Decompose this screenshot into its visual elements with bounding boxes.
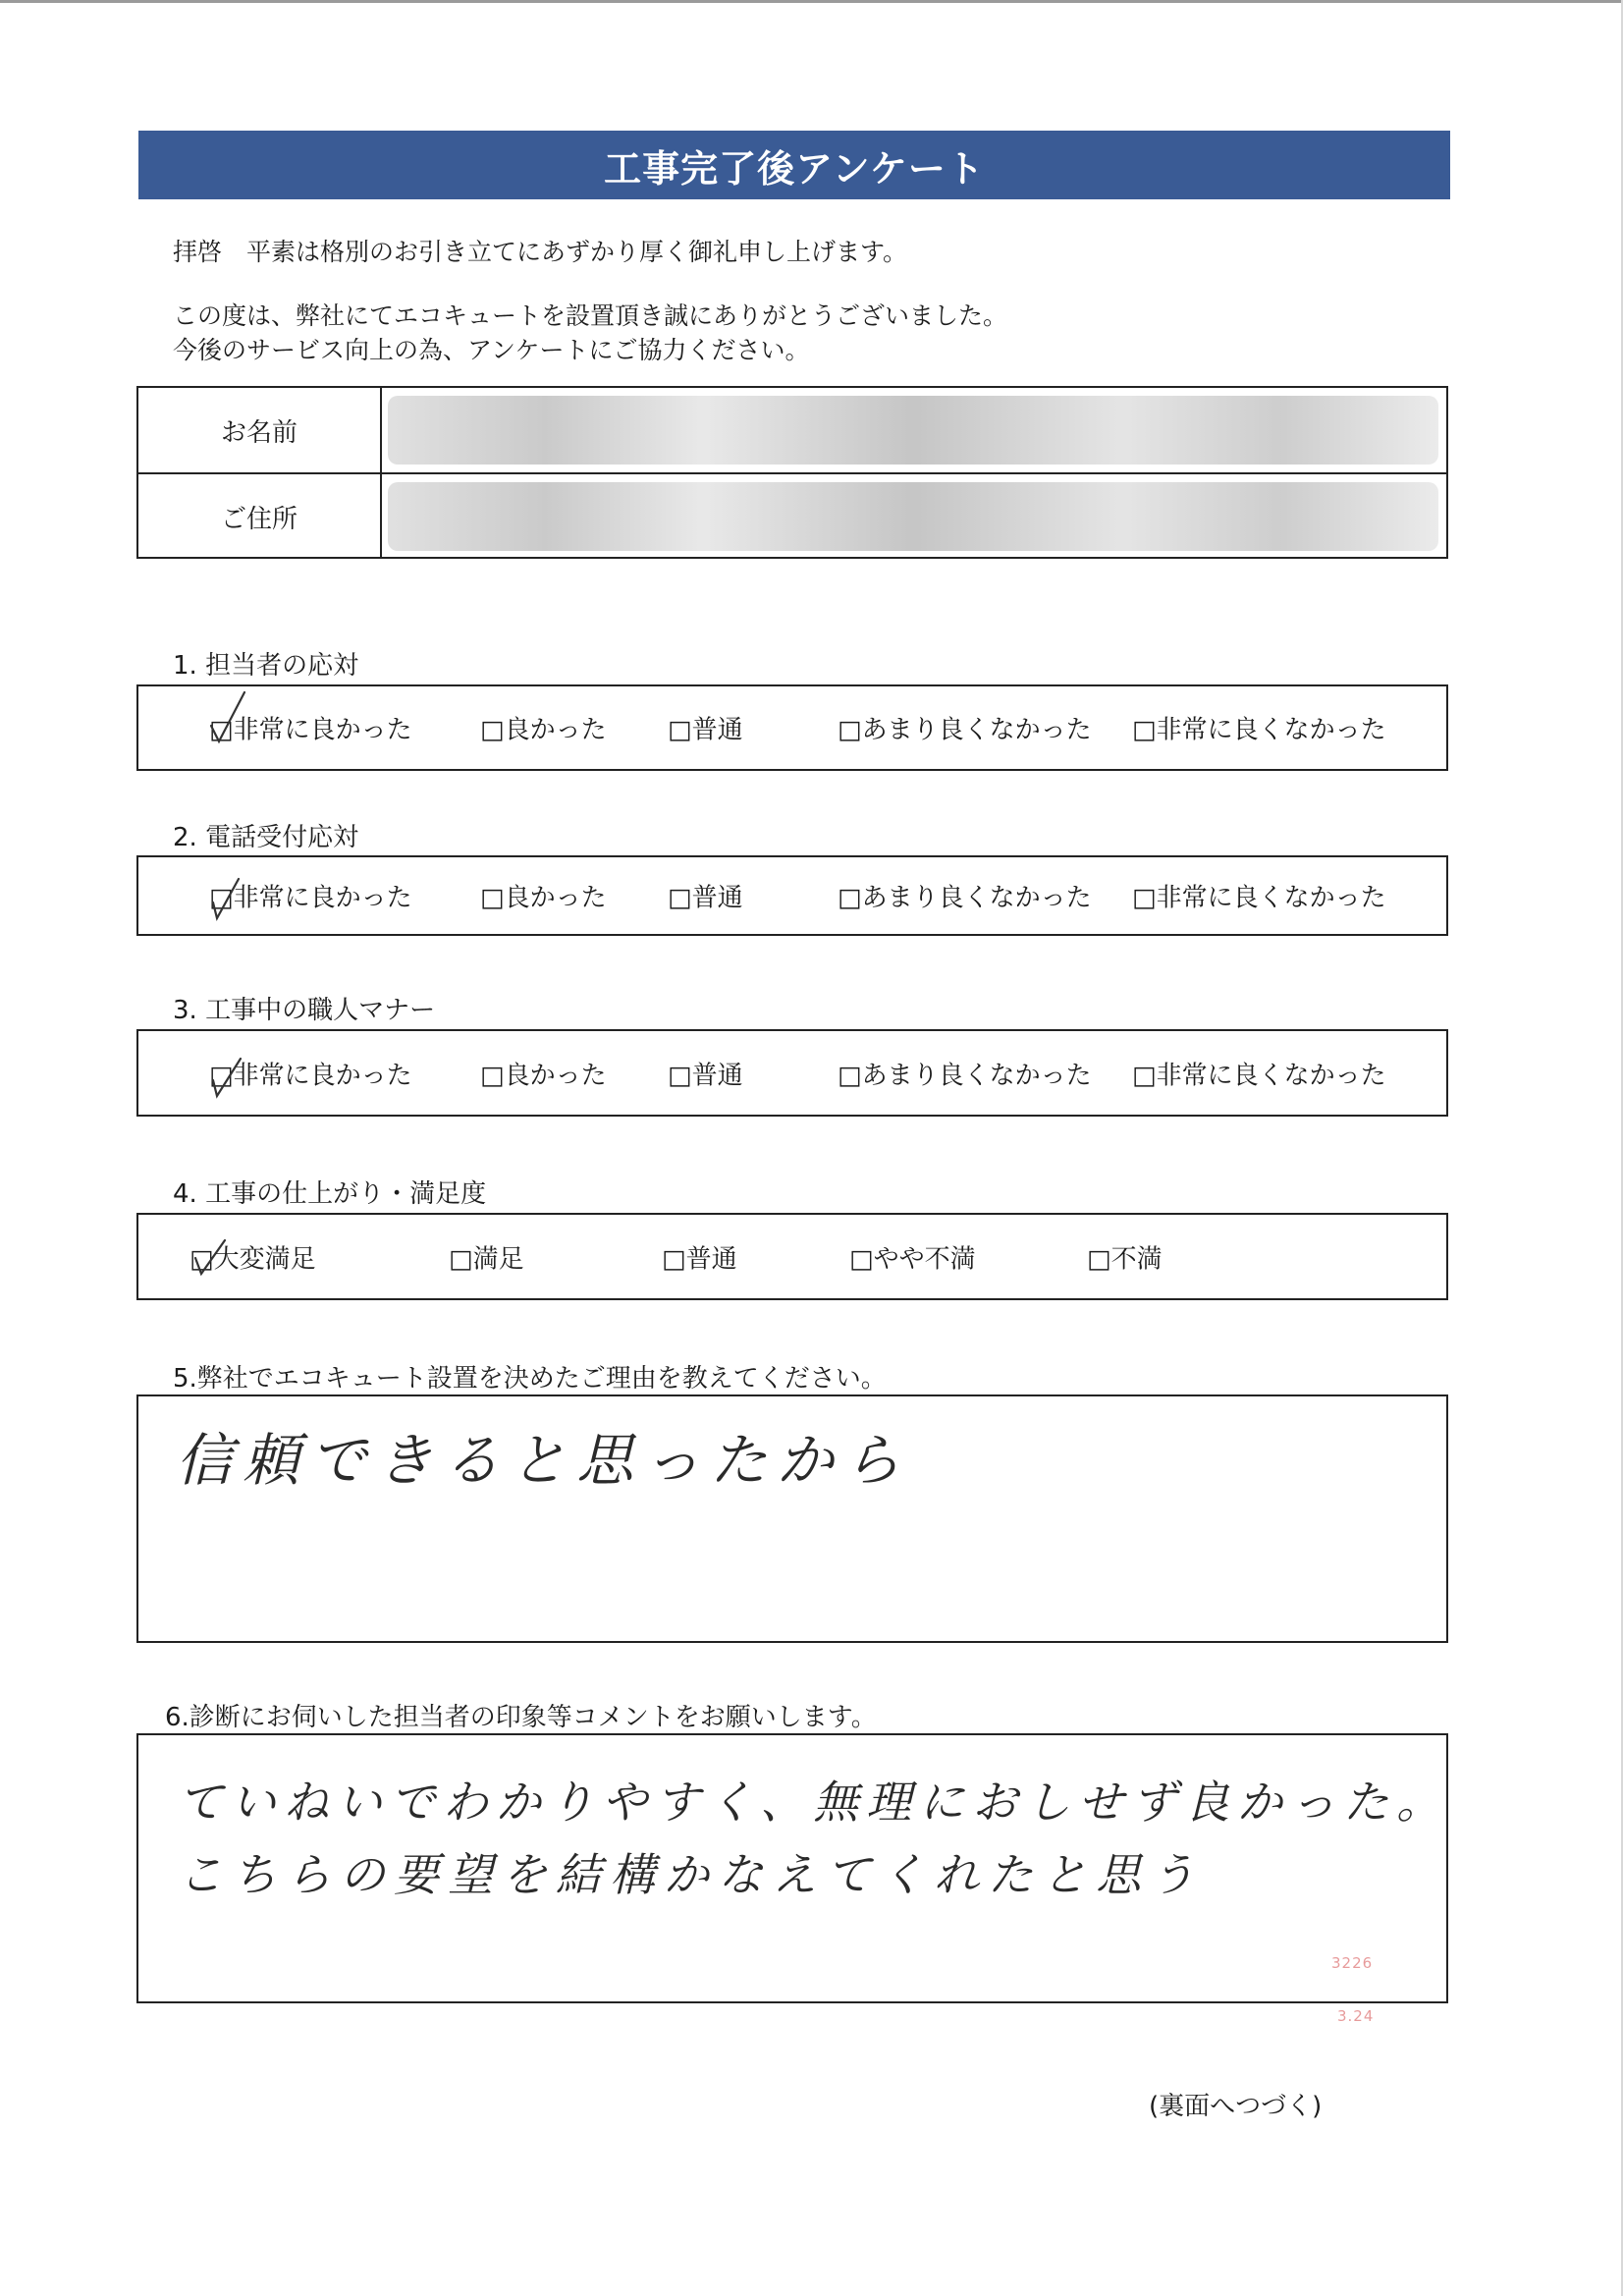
- q3-title: 3. 工事中の職人マナー: [173, 996, 436, 1025]
- q1-option-good[interactable]: □良かった: [480, 715, 607, 745]
- q1-option-normal[interactable]: □普通: [668, 715, 743, 745]
- q4-option-very-satisfied[interactable]: □大変満足: [189, 1244, 316, 1274]
- address-row: [138, 474, 1446, 559]
- q2-options: [136, 855, 1448, 936]
- q3-options: [136, 1029, 1448, 1117]
- q2-checkmark-icon: [209, 871, 252, 926]
- q3-option-not-good[interactable]: □あまり良くなかった: [838, 1061, 1092, 1090]
- received-stamp-line-1: 3226: [1331, 1954, 1374, 1972]
- q6-title: 6.診断にお伺いした担当者の印象等コメントをお願いします。: [165, 1703, 877, 1732]
- redacted-address: [388, 482, 1438, 551]
- intro-thanks: この度は、弊社にてエコキュートを設置頂き誠にありがとうございました。: [173, 301, 1008, 330]
- q3-option-good[interactable]: □良かった: [480, 1061, 607, 1090]
- q1-checkmark-icon: [207, 688, 250, 743]
- q5-handwritten-answer: 信頼できると思ったから: [176, 1427, 911, 1494]
- redacted-name: [388, 396, 1438, 465]
- q5-answer-box[interactable]: [136, 1394, 1448, 1643]
- q4-title: 4. 工事の仕上がり・満足度: [173, 1179, 487, 1209]
- q1-option-very-good[interactable]: □非常に良かった: [209, 715, 412, 745]
- q6-answer-box[interactable]: [136, 1733, 1448, 2003]
- q2-title: 2. 電話受付応対: [173, 823, 359, 852]
- q2-option-normal[interactable]: □普通: [668, 883, 743, 913]
- q2-option-very-good[interactable]: □非常に良かった: [209, 883, 412, 913]
- q1-option-very-bad[interactable]: □非常に良くなかった: [1132, 715, 1386, 745]
- q4-option-dissatisfied[interactable]: □不満: [1087, 1244, 1163, 1274]
- q4-options: [136, 1213, 1448, 1300]
- q1-options: [136, 684, 1448, 771]
- q2-option-not-good[interactable]: □あまり良くなかった: [838, 883, 1092, 913]
- q5-title: 5.弊社でエコキュート設置を決めたご理由を教えてください。: [173, 1364, 887, 1394]
- received-stamp-line-2: 3.24: [1337, 2007, 1375, 2025]
- q4-option-somewhat-dissatisfied[interactable]: □やや不満: [849, 1244, 976, 1274]
- address-label: ご住所: [138, 474, 382, 559]
- q6-handwritten-line-1: ていねいでわかりやすく、無理におしせず良かった。: [178, 1776, 1450, 1829]
- q1-title: 1. 担当者の応対: [173, 651, 359, 681]
- intro-greeting: 拝啓 平素は格別のお引き立てにあずかり厚く御礼申し上げます。: [173, 238, 908, 266]
- name-row: [138, 388, 1446, 474]
- q3-checkmark-icon: [209, 1049, 252, 1104]
- survey-title: 工事完了後アンケート: [138, 131, 1450, 199]
- q3-option-very-bad[interactable]: □非常に良くなかった: [1132, 1061, 1386, 1090]
- intro-request: 今後のサービス向上の為、アンケートにご協力ください。: [173, 336, 810, 364]
- q4-checkmark-icon: [189, 1232, 233, 1287]
- q6-handwritten-line-2: こちらの要望を結構かなえてくれたと思う: [178, 1848, 1204, 1901]
- q3-option-very-good[interactable]: □非常に良かった: [209, 1061, 412, 1090]
- q3-option-normal[interactable]: □普通: [668, 1061, 743, 1090]
- q2-option-very-bad[interactable]: □非常に良くなかった: [1132, 883, 1386, 913]
- scan-edge-top: [0, 0, 1623, 3]
- q4-option-normal[interactable]: □普通: [662, 1244, 737, 1274]
- customer-info-table: [136, 386, 1448, 559]
- q2-option-good[interactable]: □良かった: [480, 883, 607, 913]
- name-label: お名前: [138, 388, 382, 472]
- q1-option-not-good[interactable]: □あまり良くなかった: [838, 715, 1092, 745]
- continue-on-back-note: (裏面へつづく): [1149, 2092, 1323, 2121]
- q4-option-satisfied[interactable]: □満足: [449, 1244, 524, 1274]
